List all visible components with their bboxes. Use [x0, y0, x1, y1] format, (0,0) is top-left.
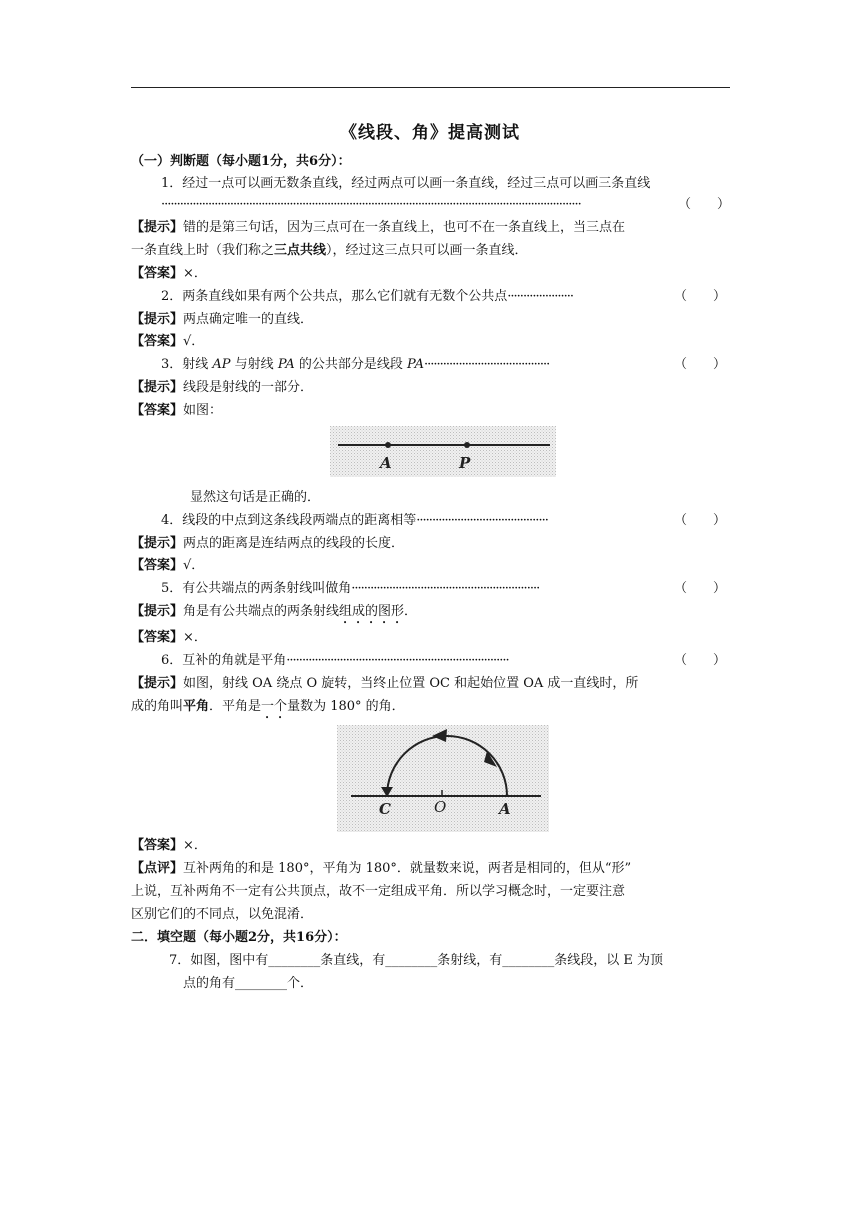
section-judgement-heading: （一）判断题（每小题1分，共6分）： — [131, 154, 351, 169]
q6-review-line2: 上说，互补两角不一定有公共顶点，故不一定组成平角．所以学习概念时，一定要注意 — [131, 884, 626, 899]
q3-hint-text: 线段是射线的一部分． — [183, 380, 314, 395]
hint-tag: 【提示】 — [131, 312, 184, 327]
hint-tag: 【提示】 — [131, 676, 184, 691]
q6-hint-line1 — [131, 676, 638, 692]
q1-term-collinear: 三点共线 — [274, 243, 327, 258]
q2-hint-text: 两点确定唯一的直线． — [183, 312, 314, 327]
hint-tag: 【提示】 — [131, 380, 184, 395]
q3-note: 显然这句话是正确的． — [190, 490, 321, 505]
q6-paren: （ ） — [674, 653, 727, 668]
q2-answer — [131, 334, 204, 350]
q6-hint-line2 — [131, 699, 405, 722]
q5-dots: ···························································· — [351, 581, 540, 596]
answer-tag: 【答案】 — [131, 266, 184, 281]
q1-stem: 1．经过一点可以画无数条直线，经过两点可以画一条直线，经过三点可以画三条直线 — [161, 176, 651, 191]
hint-tag: 【提示】 — [131, 536, 184, 551]
q6-stem — [161, 653, 509, 669]
answer-tag: 【答案】 — [131, 838, 184, 853]
q6-review-line1 — [131, 861, 631, 877]
header-rule — [131, 87, 730, 88]
label-o: O — [434, 798, 447, 816]
q4-answer — [131, 558, 204, 574]
q3-stem — [161, 357, 549, 373]
q1-answer-text: ×． — [183, 266, 207, 281]
q4-hint-text: 两点的距离是连结两点的线段的长度． — [183, 536, 405, 551]
q4-hint — [131, 536, 404, 552]
q3-answer — [131, 403, 222, 419]
q6-dots: ······································································· — [286, 653, 509, 668]
hint-tag: 【提示】 — [131, 604, 184, 619]
point-p — [464, 442, 470, 448]
figure-background — [330, 426, 556, 477]
q5-hint-a: 角是有公共端点的两条射线 — [183, 604, 340, 619]
q2-paren: （ ） — [674, 289, 727, 304]
q1-answer — [131, 266, 207, 282]
q1-hint-line2 — [131, 243, 528, 259]
q5-stem-text: 5．有公共端点的两条射线叫做角 — [161, 581, 352, 596]
q6-answer-text: ×． — [183, 838, 207, 853]
q5-hint-emphasis: 组成的图形 — [339, 604, 405, 619]
label-p: P — [459, 454, 471, 472]
q1-hint-text2a: 一条直线上时（我们称之 — [131, 243, 275, 258]
q1-dots: ······································································································································ — [161, 197, 581, 212]
q5-paren: （ ） — [674, 581, 727, 596]
q3-pa: PA — [277, 357, 295, 372]
q6-review-line3: 区别它们的不同点，以免混淆． — [131, 907, 314, 922]
q4-answer-text: √． — [183, 558, 205, 573]
q6-stem-text: 6．互补的角就是平角 — [161, 653, 287, 668]
q6-answer — [131, 838, 207, 854]
answer-tag: 【答案】 — [131, 630, 184, 645]
hint-tag: 【提示】 — [131, 220, 184, 235]
q7-line1: 7．如图，图中有________条直线，有________条射线，有________条线段，以 E 为顶 — [169, 953, 664, 968]
review-tag: 【点评】 — [131, 861, 184, 876]
q3-ap: AP — [212, 357, 231, 372]
q5-answer-text: ×． — [183, 630, 207, 645]
label-c: C — [379, 800, 391, 818]
label-a: A — [380, 454, 392, 472]
q3-stem-c: 的公共部分是线段 — [294, 357, 408, 372]
q1-hint-line1 — [131, 220, 625, 236]
q2-hint — [131, 312, 313, 328]
q6-term-straight-angle: 平角 — [183, 699, 210, 714]
q3-paren: （ ） — [674, 357, 727, 372]
answer-tag: 【答案】 — [131, 334, 184, 349]
q7-line2: 点的角有________个． — [183, 976, 314, 991]
answer-tag: 【答案】 — [131, 558, 184, 573]
q2-stem — [161, 289, 573, 305]
q4-stem-text: 4．线段的中点到这条线段两端点的距离相等 — [161, 513, 417, 528]
q3-hint — [131, 380, 313, 396]
q4-dots: ·········································· — [416, 513, 548, 528]
q2-dots: ····················· — [507, 289, 574, 304]
q3-pa2: PA — [407, 357, 424, 372]
page-title: 《线段、角》提高测试 — [340, 123, 520, 143]
answer-tag: 【答案】 — [131, 403, 184, 418]
q6-hint-emphasis: 一个 — [261, 699, 288, 714]
point-a — [385, 442, 391, 448]
q1-hint-text2c: ），经过这三点只可以画一条直线． — [326, 243, 528, 258]
q6-hint-2c: ．平角是 — [209, 699, 262, 714]
q6-hint-text1: 如图，射线 OA 绕点 O 旋转，当终止位置 OC 和起始位置 OA 成一直线时，所 — [183, 676, 639, 691]
q1-hint-text1: 错的是第三句话，因为三点可在一条直线上，也可不在一条直线上，当三点在 — [183, 220, 626, 235]
section-fill-heading: 二．填空题（每小题2分，共16分）： — [131, 930, 347, 945]
q5-answer — [131, 630, 207, 646]
q6-review-text1: 互补两角的和是 180°，平角为 180°．就量数来说，两者是相同的，但从“形” — [183, 861, 632, 876]
q6-hint-2e: 量数为 180° 的角． — [287, 699, 405, 714]
q1-leader — [161, 197, 730, 213]
label-a: A — [499, 800, 511, 818]
q3-dots: ········································ — [423, 357, 550, 372]
q1-paren: （ ） — [674, 197, 730, 213]
q3-stem-b: 与射线 — [230, 357, 278, 372]
q4-paren: （ ） — [674, 513, 727, 528]
q2-stem-text: 2．两条直线如果有两个公共点，那么它们就有无数个公共点 — [161, 289, 508, 304]
q5-stem — [161, 581, 539, 597]
q5-hint-c: ． — [404, 604, 418, 619]
q6-figure-angle — [337, 725, 549, 832]
q4-stem — [161, 513, 548, 529]
q2-answer-text: √． — [183, 334, 205, 349]
q3-figure-line — [330, 426, 556, 477]
q3-answer-text: 如图： — [183, 403, 223, 418]
q3-stem-a: 3．射线 — [161, 357, 213, 372]
q6-hint-2a: 成的角叫 — [131, 699, 184, 714]
q5-hint — [131, 604, 417, 627]
